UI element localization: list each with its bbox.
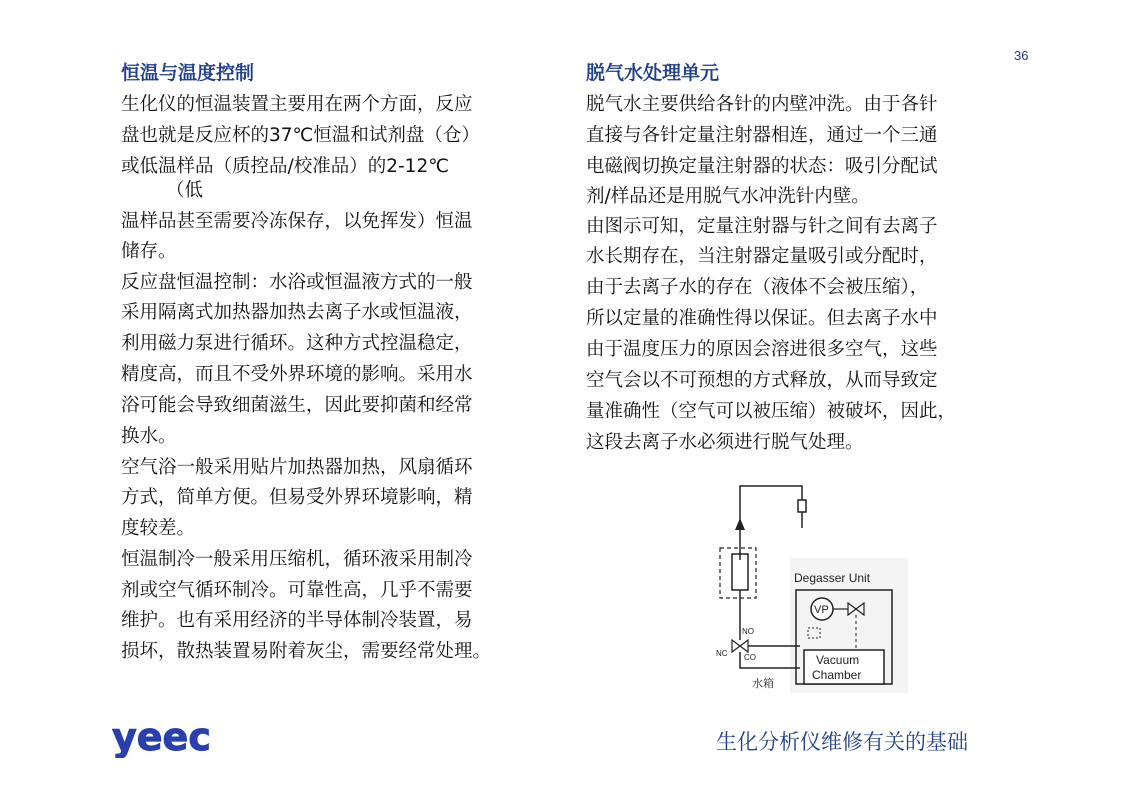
left-line: 或低温样品（质控品/校准品）的2-12℃ (121, 156, 449, 177)
tube-top (740, 486, 802, 560)
right-line: 这段去离子水必须进行脱气处理。 (586, 432, 864, 453)
right-line: 电磁阀切换定量注射器的状态：吸引分配试 (586, 156, 938, 177)
right-line: 所以定量的准确性得以保证。但去离子水中 (586, 308, 938, 329)
left-line: 利用磁力泵进行循环。这种方式控温稳定， (121, 333, 473, 354)
right-line: 直接与各针定量注射器相连，通过一个三通 (586, 125, 938, 146)
left-line: 空气浴一般采用贴片加热器加热，风扇循环 (121, 457, 473, 478)
right-heading: 脱气水处理单元 (586, 62, 720, 84)
page-number: 36 (1014, 48, 1029, 63)
left-line: 盘也就是反应杯的37℃恒温和试剂盘（仓） (121, 125, 480, 146)
footer-title: 生化分析仪维修有关的基础 (716, 730, 968, 754)
pump-label: VP (814, 604, 829, 616)
tank-label: 水箱 (752, 678, 774, 690)
left-heading: 恒温与温度控制 (121, 62, 255, 84)
degasser-unit-label: Degasser Unit (794, 571, 871, 585)
left-line: 剂或空气循环制冷。可靠性高，几乎不需要 (121, 580, 473, 601)
degasser-diagram (712, 470, 912, 695)
logo-text: yeec (112, 718, 211, 758)
left-line: （低 (166, 180, 204, 201)
left-line: 浴可能会导致细菌滋生，因此要抑菌和经常 (121, 395, 473, 416)
right-line: 由于去离子水的存在（液体不会被压缩）， (586, 277, 929, 298)
right-line: 剂/样品还是用脱气水冲洗针内壁。 (586, 186, 870, 207)
left-line: 损坏，散热装置易附着灰尘，需要经常处理。 (121, 641, 492, 662)
left-line: 方式，简单方便。但易受外界环境影响，精 (121, 487, 473, 508)
yeec-logo (112, 718, 212, 758)
right-line: 量准确性（空气可以被压缩）被破坏，因此， (586, 401, 957, 422)
degasser-diagram-svg (712, 470, 912, 695)
left-line: 温样品甚至需要冷冻保存，以免挥发）恒温 (121, 211, 473, 232)
valve-icon (740, 640, 748, 652)
valve-nc-label: NC (716, 649, 728, 658)
left-line: 储存。 (121, 241, 177, 262)
left-line: 采用隔离式加热器加热去离子水或恒温液， (121, 302, 473, 323)
probe-icon (798, 500, 806, 512)
right-line: 由于温度压力的原因会溶进很多空气，这些 (586, 339, 938, 360)
valve-co-label: CO (744, 653, 756, 662)
flow-arrow-icon (735, 518, 745, 530)
chamber-label-2: Chamber (812, 668, 862, 682)
right-line: 由图示可知，定量注射器与针之间有去离子 (586, 216, 938, 237)
left-line: 精度高，而且不受外界环境的影响。采用水 (121, 364, 473, 385)
left-line: 度较差。 (121, 518, 196, 539)
right-line: 空气会以不可预想的方式释放，从而导致定 (586, 370, 938, 391)
right-line: 脱气水主要供给各针的内壁冲洗。由于各针 (586, 94, 938, 115)
chamber-label-1: Vacuum (816, 653, 860, 667)
right-line: 水长期存在，当注射器定量吸引或分配时， (586, 246, 938, 267)
left-line: 反应盘恒温控制：水浴或恒温液方式的一般 (121, 272, 473, 293)
left-line: 恒温制冷一般采用压缩机，循环液采用制冷 (121, 549, 473, 570)
valve-icon (732, 640, 740, 652)
left-line: 换水。 (121, 426, 177, 447)
left-line: 维护。也有采用经济的半导体制冷装置，易 (121, 610, 473, 631)
left-line: 生化仪的恒温装置主要用在两个方面，反应 (121, 94, 473, 115)
valve-no-label: NO (742, 627, 754, 636)
